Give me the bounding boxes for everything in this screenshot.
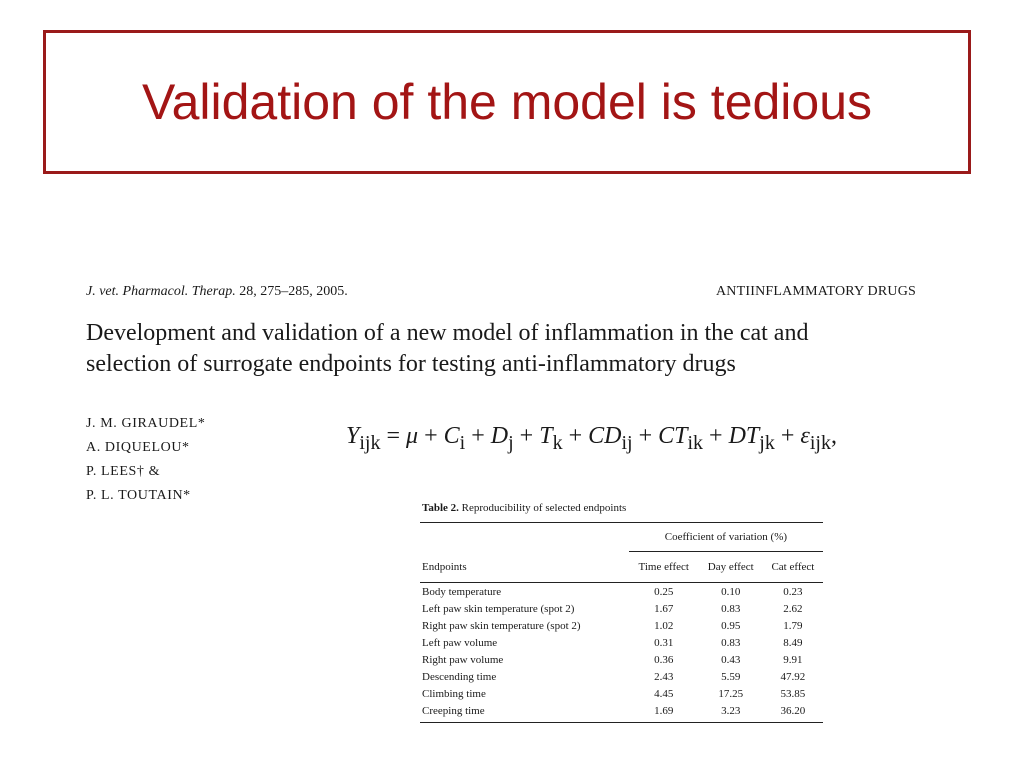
formula-term: T <box>539 423 553 449</box>
table-row <box>420 600 823 617</box>
author: P. L. TOUTAIN* <box>86 488 191 503</box>
journal-citation <box>86 284 348 300</box>
table-cell: 17.25 <box>718 687 744 700</box>
author: A. DIQUELOU* <box>86 440 190 455</box>
formula-term-sub: i <box>459 431 466 454</box>
table-cell: 53.85 <box>780 687 806 700</box>
table-cell: 9.91 <box>783 653 803 666</box>
formula-lhs-sub: ijk <box>359 431 381 454</box>
paper-title <box>86 318 946 380</box>
paper-title-line: selection of surrogate endpoints for testing anti-inflammatory drugs <box>86 351 736 377</box>
formula-term-sub: jk <box>759 431 775 454</box>
table-cell: 0.43 <box>721 653 741 666</box>
journal-name: J. vet. Pharmacol. Therap. <box>86 284 236 299</box>
table-cell: 0.36 <box>654 653 674 666</box>
table-row <box>420 702 823 723</box>
table-cell: 1.67 <box>654 602 674 615</box>
formula-lhs: Y <box>346 423 360 449</box>
table-header-cell: Time effect <box>629 552 699 583</box>
table-cell: 0.10 <box>721 585 741 598</box>
table-caption <box>422 502 626 514</box>
table-row <box>420 651 823 668</box>
table-cell: 8.49 <box>783 636 803 649</box>
table-cell: Creeping time <box>420 702 629 723</box>
author: J. M. GIRAUDEL* <box>86 416 206 431</box>
author: P. LEES† & <box>86 464 161 479</box>
table-header-cell: Cat effect <box>763 552 823 583</box>
formula-term-sub: k <box>552 431 563 454</box>
table-row <box>420 668 823 685</box>
table-cell: 1.02 <box>654 619 674 632</box>
table-cell: 2.62 <box>783 602 803 615</box>
table-cell: Left paw skin temperature (spot 2) <box>422 602 575 615</box>
table-cell: 3.23 <box>699 702 763 723</box>
formula-term: DT <box>728 423 760 449</box>
table-cell: Right paw skin temperature (spot 2) <box>422 619 581 632</box>
formula-term: CT <box>658 423 688 449</box>
table-cell: Body temperature <box>422 585 502 598</box>
table-cell: 4.45 <box>654 687 674 700</box>
table-cell: Left paw volume <box>422 636 498 649</box>
table-cell: 0.31 <box>654 636 674 649</box>
formula-term: ε <box>800 423 810 449</box>
formula-term-sub: ik <box>687 431 704 454</box>
formula-term: D <box>490 423 509 449</box>
journal-volume: 28, 275–285, 2005. <box>239 284 348 299</box>
author-list <box>86 412 205 508</box>
table-cell: 0.83 <box>721 636 741 649</box>
formula-equals: = <box>386 423 401 449</box>
table-header-cell: Endpoints <box>420 552 629 583</box>
table-group-header-row <box>420 523 823 552</box>
slide-title: Validation of the model is tedious <box>141 74 873 130</box>
table-row <box>420 634 823 651</box>
journal-section: ANTIINFLAMMATORY DRUGS <box>715 284 916 299</box>
table-cell: 5.59 <box>721 670 741 683</box>
table-cell: 0.25 <box>654 585 674 598</box>
formula-term-sub: ijk <box>809 431 831 454</box>
table-cell: Descending time <box>422 670 497 683</box>
slide-title-box <box>43 30 971 174</box>
table-row <box>420 583 823 601</box>
table-cell: Right paw volume <box>422 653 504 666</box>
table-cell: 0.95 <box>721 619 741 632</box>
formula-term: CD <box>588 423 622 449</box>
table-row <box>420 685 823 702</box>
formula-term-sub: ij <box>621 431 633 454</box>
table-cell: 47.92 <box>780 670 806 683</box>
table-row <box>420 617 823 634</box>
paper-title-line: Development and validation of a new model of inflammation in the cat and <box>86 320 809 346</box>
table-caption-text: Reproducibility of selected endpoints <box>461 502 627 514</box>
table-header-row <box>420 552 823 583</box>
table-cell: 0.23 <box>783 585 803 598</box>
formula-term: C <box>443 423 460 449</box>
formula-comma: , <box>830 423 837 449</box>
table-cell: 2.43 <box>654 670 674 683</box>
table-cell: 0.83 <box>721 602 741 615</box>
table-cell: Climbing time <box>422 687 486 700</box>
table-cell: 1.79 <box>783 619 803 632</box>
table-group-header: Coefficient of variation (%) <box>629 523 823 552</box>
formula-term: μ <box>406 423 419 449</box>
table-header-cell: Day effect <box>699 552 763 583</box>
model-formula: $Y_{ijk} = \mu + C_i + D_j + T_k + CD_{ij} + CT_{ik} + DT_{jk} + \varepsilon_{ijk}$, <box>346 423 837 454</box>
formula-term-sub: j <box>508 431 514 454</box>
table-cell: 36.20 <box>763 702 823 723</box>
table-cell: 1.69 <box>629 702 699 723</box>
table-label: Table 2. <box>422 502 459 514</box>
reproducibility-table <box>420 522 823 723</box>
